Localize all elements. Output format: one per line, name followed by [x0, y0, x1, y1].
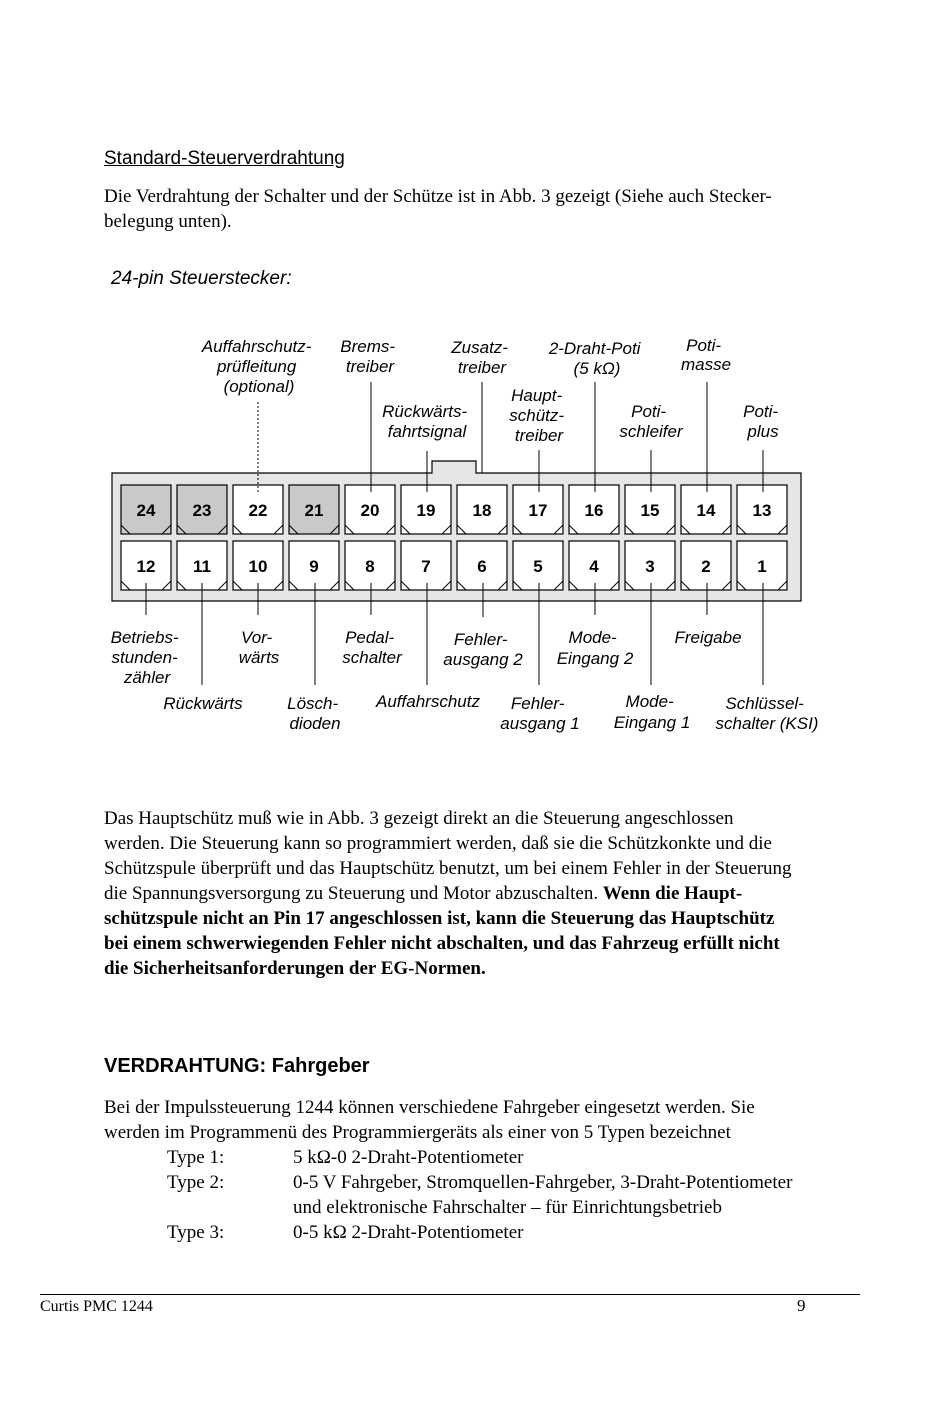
type-list — [104, 1145, 873, 1245]
pin-4 — [569, 541, 619, 590]
label-rueckwaerts: Rückwärts — [163, 694, 243, 713]
pin-number: 16 — [584, 501, 604, 520]
pin-number: 9 — [309, 557, 319, 576]
pin-number: 2 — [701, 557, 711, 576]
fahrgeber-intro-line-2: werden im Programmenü des Programmiergeräts als einer von 5 Typen bezeichnet — [104, 1122, 731, 1143]
pin-12 — [121, 541, 171, 590]
label-loeschdioden: Lösch- dioden — [287, 694, 341, 733]
pin-8 — [345, 541, 395, 590]
type-description-line: und elektronische Fahrschalter – für Einrichtungsbetrieb — [293, 1197, 722, 1218]
connector-diagram — [0, 320, 950, 750]
footer-page-number: 9 — [797, 1296, 806, 1315]
pin-number: 4 — [589, 557, 599, 576]
fahrgeber-intro — [104, 1095, 864, 1145]
section-heading-fahrgeber: VERDRAHTUNG: Fahrgeber — [104, 1055, 370, 1077]
pin-number: 15 — [640, 501, 660, 520]
type-row-1 — [104, 1145, 873, 1170]
type-description-line: 0-5 kΩ 2-Draht-Potentiometer — [293, 1222, 524, 1243]
body-paragraph — [104, 806, 864, 981]
pin-number: 5 — [533, 557, 543, 576]
pin-number: 3 — [645, 557, 655, 576]
pin-21 — [289, 485, 339, 534]
intro-line-1: Die Verdrahtung der Schalter und der Schütze ist in Abb. 3 gezeigt (Siehe auch Stecker- — [104, 186, 772, 207]
body-line-5: schützspule nicht an Pin 17 angeschlossen ist, kann die Steuerung das Hauptschütz — [104, 908, 775, 929]
label-hauptschuetztreiber: Haupt- schütz- treiber — [509, 386, 565, 445]
body-line-4 — [104, 881, 864, 906]
pin-13 — [737, 485, 787, 534]
intro-line-2: belegung unten). — [104, 211, 232, 232]
pin-number: 11 — [193, 557, 211, 576]
pin-16 — [569, 485, 619, 534]
pin-15 — [625, 485, 675, 534]
type-row-3 — [104, 1220, 873, 1245]
pin-number: 12 — [136, 557, 156, 576]
pin-18 — [457, 485, 507, 534]
pin-number: 14 — [696, 501, 716, 520]
label-fehlerausgang-1: Fehler- ausgang 1 — [500, 694, 580, 733]
pin-1 — [737, 541, 787, 590]
pin-number: 17 — [528, 501, 548, 520]
pin-number: 19 — [416, 501, 436, 520]
label-freigabe: Freigabe — [674, 628, 742, 647]
label-fehlerausgang-2: Fehler- ausgang 2 — [443, 630, 523, 669]
label-poti-schleifer: Poti- schleifer — [619, 402, 683, 441]
pin-19 — [401, 485, 451, 534]
pin-3 — [625, 541, 675, 590]
pin-number: 8 — [365, 557, 375, 576]
pin-2 — [681, 541, 731, 590]
body-line-4-bold: Wenn die Haupt- — [602, 883, 743, 904]
footer-product-name: Curtis PMC 1244 — [40, 1298, 153, 1315]
pin-number: 18 — [472, 501, 492, 520]
label-auffahrschutz: Auffahrschutz — [376, 692, 480, 711]
type-description — [293, 1145, 873, 1170]
label-mode-eingang-1: Mode- Eingang 1 — [613, 692, 691, 732]
type-label: Type 2: — [167, 1172, 225, 1193]
type-description-line: 5 kΩ-0 2-Draht-Potentiometer — [293, 1147, 524, 1168]
pin-14 — [681, 485, 731, 534]
type-description — [293, 1170, 873, 1220]
label-schluesselschalter: Schlüssel- schalter (KSI) — [715, 694, 819, 733]
pin-11 — [177, 541, 227, 590]
pin-7 — [401, 541, 451, 590]
pin-17 — [513, 485, 563, 534]
type-label: Type 3: — [167, 1222, 225, 1243]
pin-20 — [345, 485, 395, 534]
pin-22 — [233, 485, 283, 534]
label-rueckwaerts-fahrtsignal: Rückwärts- fahrtsignal — [382, 402, 468, 441]
fahrgeber-intro-line-1: Bei der Impulssteuerung 1244 können verschiedene Fahrgeber eingesetzt werden. Sie — [104, 1097, 755, 1118]
pin-number: 7 — [421, 557, 431, 576]
body-line-3: Schützspule überprüft und das Hauptschütz benutzt, um bei einem Fehler in der Steuerung — [104, 858, 792, 879]
label-zusatztreiber: Zusatz- treiber — [451, 338, 508, 377]
pin-5 — [513, 541, 563, 590]
intro-paragraph — [104, 184, 864, 234]
body-line-1: Das Hauptschütz muß wie in Abb. 3 gezeigt direkt an die Steuerung angeschlossen — [104, 808, 734, 829]
label-vorwaerts: Vor- wärts — [238, 628, 280, 667]
body-line-2: werden. Die Steuerung kann so programmiert werden, daß sie die Schützkonkte und die — [104, 833, 772, 854]
label-betriebsstundenzaehler: Betriebs- stunden- zähler — [110, 628, 179, 687]
type-row-2 — [104, 1170, 873, 1220]
pin-number: 13 — [752, 501, 772, 520]
pin-number: 1 — [757, 557, 767, 576]
label-mode-eingang-2: Mode- Eingang 2 — [556, 628, 634, 668]
label-pedalschalter: Pedal- schalter — [342, 628, 402, 667]
pin-number: 20 — [360, 501, 380, 520]
body-line-6: bei einem schwerwiegenden Fehler nicht abschalten, und das Fahrzeug erfüllt nicht — [104, 933, 780, 954]
section-title-standard-wiring: Standard-Steuerverdrahtung — [104, 148, 345, 169]
pin-number: 6 — [477, 557, 487, 576]
pin-number: 10 — [248, 557, 268, 576]
label-2-draht-poti: 2-Draht-Poti (5 kΩ) — [548, 339, 641, 378]
connector-title: 24-pin Steuerstecker: — [111, 268, 292, 289]
body-line-4-normal: die Spannungsversorgung zu Steuerung und Motor abzuschalten. — [104, 883, 603, 904]
pin-10 — [233, 541, 283, 590]
pin-number: 24 — [136, 501, 156, 520]
label-auffahrschutz-pruefleitung: Auffahrschutz- prüfleitung (optional) — [201, 337, 312, 396]
pin-6 — [457, 541, 507, 590]
type-description-line: 0-5 V Fahrgeber, Stromquellen-Fahrgeber, 3-Draht-Potentiometer — [293, 1172, 793, 1193]
pin-number: 22 — [248, 501, 268, 520]
pin-number: 23 — [192, 501, 212, 520]
label-poti-masse: Poti- masse — [680, 336, 732, 374]
pin-24 — [121, 485, 171, 534]
label-bremstreiber: Brems- treiber — [340, 337, 396, 376]
pin-23 — [177, 485, 227, 534]
pin-9 — [289, 541, 339, 590]
type-description — [293, 1220, 873, 1245]
type-label: Type 1: — [167, 1147, 225, 1168]
footer-rule — [40, 1294, 860, 1295]
pin-number: 21 — [304, 501, 324, 520]
label-poti-plus: Poti- plus — [743, 402, 779, 441]
body-line-7: die Sicherheitsanforderungen der EG-Normen. — [104, 958, 486, 979]
